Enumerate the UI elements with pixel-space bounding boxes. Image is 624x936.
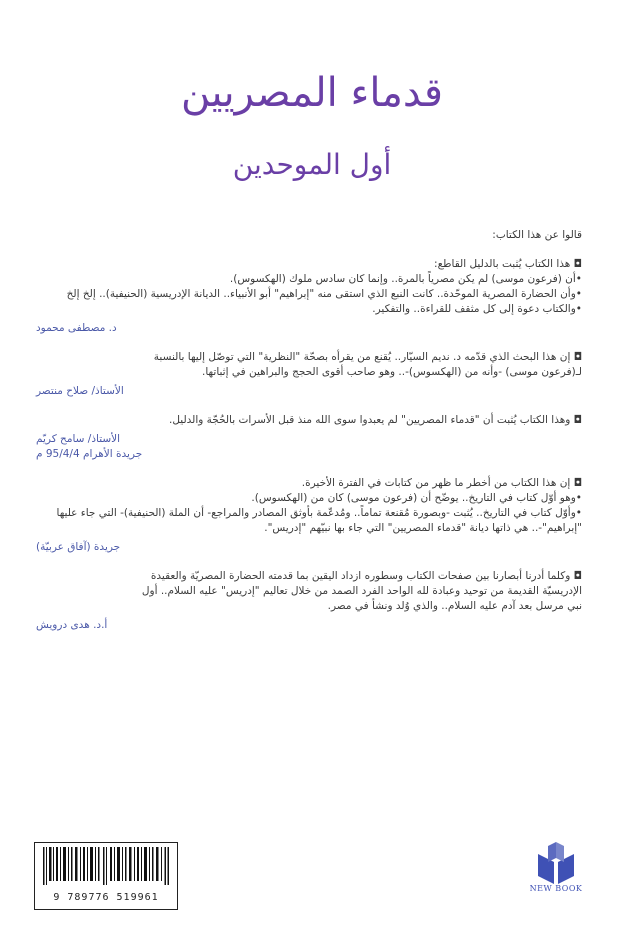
review-signature: الأستاذ/ صلاح منتصر xyxy=(36,385,124,397)
review-line: الإدريسيّة القديمة من توحيد وعبادة لله الواحد الفرد الصمد من خلال تعاليم "إدريس" عليه السلام.. أول xyxy=(141,585,582,597)
barcode-number: 9 789776 519961 xyxy=(53,892,159,903)
review-5 xyxy=(36,569,582,633)
review-line: •أن (فرعون موسى) لم يكن مصرياً بالمرة.. وإنما كان سادس ملوك (الهكسوس). xyxy=(229,273,582,285)
book-title: قدماء المصريين xyxy=(180,70,444,116)
review-4 xyxy=(36,476,582,555)
review-line: •وأن الحضارة المصرية الموحّدة.. كانت النبع الذي استقى منه "إبراهيم" أبو الأنبياء.. الديانة الإدريسية (الحنيفية).. إلخ إلخ xyxy=(66,288,582,300)
review-line: ◘ إن هذا البحث الذي قدّمه د. نديم السيّار.. يُقنع من يقرأه بصحّة "النظرية" التي توصّل إليها بالنسبة xyxy=(153,351,582,363)
book-subtitle: أول الموحدين xyxy=(232,148,392,181)
review-line: ◘ إن هذا الكتاب من أخطر ما ظهر من كتابات في الفترة الأخيرة. xyxy=(301,477,582,489)
review-1 xyxy=(36,257,582,336)
review-line: ◘ وكلما أدرنا أبصارنا بين صفحات الكتاب وسطوره ازداد اليقين بما قدمته الحضارة المصريّة والعقيدة xyxy=(150,570,582,582)
review-signature: أ.د. هدى درويش xyxy=(36,619,108,631)
review-signature: د. مصطفى محمود xyxy=(36,322,117,334)
review-3 xyxy=(36,413,582,462)
barcode-bars xyxy=(43,847,169,885)
intro-text: قالوا عن هذا الكتاب: xyxy=(492,229,582,241)
review-line: •وهو أوّل كتاب في التاريخ.. يوضّح أن (فرعون موسى) كان من (الهكسوس). xyxy=(251,492,582,504)
review-line: •وأوّل كتاب في التاريخ.. يُثبت -وبصورة مُقنعة تماماً.. ومُدعّمة بأوثق المصادر والمراجع- أن الملة (الحنيفية)- التي جاء عليها "إبراهيم"-.. هي ذاتها ديانة "قدماء المصريين" التي جاء بها نبيّهم "إدريس". xyxy=(56,507,582,534)
new-book-logo-icon xyxy=(524,840,588,904)
review-line: ◘ وهذا الكتاب يُثبت أن "قدماء المصريين" لم يعبدوا سوى الله منذ قبل الأسرات بالحُجّة والدليل. xyxy=(168,414,582,426)
review-signature: الأستاذ/ سامح كريّم xyxy=(36,433,121,445)
barcode xyxy=(34,842,178,910)
review-source: جريدة الأهرام 95/4/4 م xyxy=(36,448,143,460)
publisher-name: NEW BOOK xyxy=(529,884,583,893)
review-line: لـ(فرعون موسى) -وأنه من (الهكسوس)-.. وهو صاحب أقوى الحجج والبراهين في إثباتها. xyxy=(202,366,582,378)
review-signature: جريدة (آفاق عربيّة) xyxy=(36,541,121,553)
review-line: •والكتاب دعوة إلى كل مثقف للقراءة.. والتفكير. xyxy=(372,303,582,315)
review-line: ◘ هذا الكتاب يُثبت بالدليل القاطع: xyxy=(434,258,582,270)
reviews-section xyxy=(36,228,582,647)
review-2 xyxy=(36,350,582,399)
review-line: نبي مرسل بعد آدم عليه السلام.. والذي وُلد ونشأ في مصر. xyxy=(327,600,582,612)
